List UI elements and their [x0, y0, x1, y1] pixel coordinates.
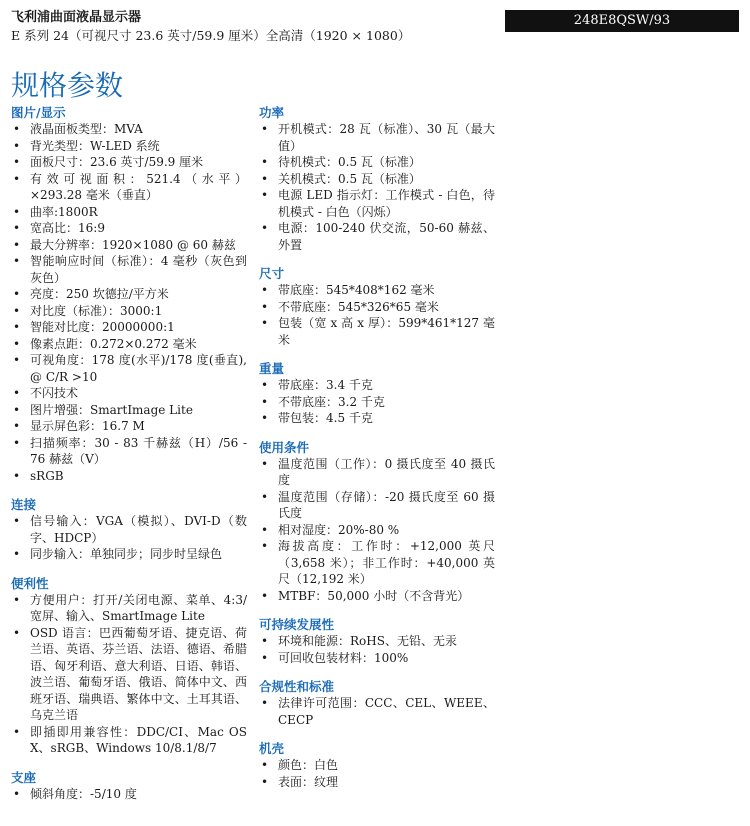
- section-title: 连接: [11, 497, 37, 512]
- spec-item: • 显示屏色彩：16.7 M: [11, 418, 247, 435]
- spec-item: • OSD 语言：巴西葡萄牙语、捷克语、荷兰语、英语、芬兰语、法语、德语、希腊语、匈牙利语、意大利语、日语、韩语、波兰语、葡萄牙语、俄语、简体中文、西班牙语、瑞典语、繁体中文、土耳其语、乌克兰语: [11, 625, 247, 724]
- spec-item: • 宽高比：16:9: [11, 220, 247, 237]
- spec-item: • 智能对比度：20000000:1: [11, 319, 247, 336]
- spec-item: • 可视角度：178 度(水平)/178 度(垂直), @ C/R >10: [11, 352, 247, 385]
- spec-item: • 开机模式：28 瓦（标准）、30 瓦（最大值）: [259, 121, 495, 154]
- spec-item: • 曲率:1800R: [11, 204, 247, 221]
- section-title: 功率: [259, 105, 285, 120]
- spec-section: [259, 104, 495, 253]
- spec-list: [259, 121, 495, 253]
- spec-section: [259, 265, 495, 348]
- spec-list: [11, 513, 247, 563]
- spec-item: • 法律许可范围：CCC、CEL、WEEE、CECP: [259, 695, 495, 728]
- spec-item: • 对比度（标准）：3000:1: [11, 303, 247, 320]
- spec-item: • 带底座：3.4 千克: [259, 377, 495, 394]
- spec-item: • 液晶面板类型：MVA: [11, 121, 247, 138]
- spec-item: • 包装（宽 x 高 x 厚）：599*461*127 毫米: [259, 315, 495, 348]
- spec-section: [11, 769, 247, 803]
- spec-item: • 智能响应时间（标准）：4 毫秒（灰色到灰色）: [11, 253, 247, 286]
- spec-item: • MTBF：50,000 小时（不含背光）: [259, 588, 495, 605]
- section-title: 重量: [259, 361, 285, 376]
- spec-section: [11, 104, 247, 484]
- spec-list: [259, 757, 495, 790]
- section-title: 尺寸: [259, 266, 285, 281]
- spec-section: [11, 496, 247, 563]
- spec-list: [259, 282, 495, 348]
- spec-item: • 有效可视面积：521.4（水平）×293.28 毫米（垂直）: [11, 171, 247, 204]
- spec-list: [259, 456, 495, 605]
- spec-item: • 电源：100-240 伏交流，50-60 赫兹、外置: [259, 220, 495, 253]
- spec-section: [259, 616, 495, 666]
- spec-section: [259, 678, 495, 728]
- spec-item: • 相对湿度：20%-80 %: [259, 522, 495, 539]
- spec-item: • 方便用户：打开/关闭电源、菜单、4:3/宽屏、输入、SmartImage Lite: [11, 592, 247, 625]
- model-number-badge: 248E8QSW/93: [505, 10, 739, 32]
- left-column: [11, 104, 247, 814]
- spec-section: [259, 360, 495, 427]
- spec-item: • 不带底座：545*326*65 毫米: [259, 299, 495, 316]
- spec-item: • 倾斜角度：-5/10 度: [11, 786, 247, 803]
- section-title: 机壳: [259, 741, 285, 756]
- spec-item: • 不闪技术: [11, 385, 247, 402]
- spec-item: • 不带底座：3.2 千克: [259, 394, 495, 411]
- section-title: 使用条件: [259, 439, 310, 455]
- spec-list: [11, 592, 247, 757]
- product-name: 飞利浦曲面液晶显示器: [11, 10, 142, 25]
- spec-item: • 温度范围（存储）：-20 摄氏度至 60 摄氏度: [259, 489, 495, 522]
- spec-item: • 扫描频率：30 - 83 千赫兹（H）/56 - 76 赫兹（V）: [11, 435, 247, 468]
- spec-section: [259, 439, 495, 605]
- spec-item: • 图片增强：SmartImage Lite: [11, 402, 247, 419]
- spec-item: • 面板尺寸：23.6 英寸/59.9 厘米: [11, 154, 247, 171]
- spec-item: • 颜色：白色: [259, 757, 495, 774]
- spec-item: • 信号输入：VGA（模拟）、DVI-D（数字、HDCP）: [11, 513, 247, 546]
- spec-list: [259, 377, 495, 427]
- section-title: 支座: [11, 769, 37, 785]
- spec-item: • 海拔高度：工作时：+12,000 英尺（3,658 米）；非工作时：+40,000 英尺（12,192 米）: [259, 538, 495, 588]
- spec-item: • 带包装：4.5 千克: [259, 410, 495, 427]
- section-title: 图片/显示: [11, 105, 66, 120]
- spec-item: • 环境和能源：RoHS、无铅、无汞: [259, 633, 495, 650]
- spec-item: • 温度范围（工作）：0 摄氏度至 40 摄氏度: [259, 456, 495, 489]
- spec-item: • 即插即用兼容性：DDC/CI、Mac OS X、sRGB、Windows 10/8.1/8/7: [11, 724, 247, 757]
- spec-item: • 待机模式：0.5 瓦（标准）: [259, 154, 495, 171]
- spec-item: • 同步输入：单独同步；同步时呈绿色: [11, 546, 247, 563]
- spec-item: • 可回收包装材料：100%: [259, 650, 495, 667]
- spec-list: [259, 633, 495, 666]
- spec-item: • 亮度：250 坎德拉/平方米: [11, 286, 247, 303]
- spec-item: • sRGB: [11, 468, 247, 485]
- spec-section: [259, 740, 495, 790]
- section-title: 便利性: [11, 575, 49, 591]
- spec-list: [11, 121, 247, 484]
- spec-item: • 背光类型：W-LED 系统: [11, 138, 247, 155]
- spec-item: • 最大分辨率：1920×1080 @ 60 赫兹: [11, 237, 247, 254]
- spec-item: • 带底座：545*408*162 毫米: [259, 282, 495, 299]
- spec-section: [11, 575, 247, 757]
- spec-list: [11, 786, 247, 803]
- page-title: 规格参数: [11, 68, 124, 102]
- spec-item: • 表面：纹理: [259, 774, 495, 791]
- spec-list: [259, 695, 495, 728]
- right-column: [259, 104, 495, 802]
- spec-item: • 关机模式：0.5 瓦（标准）: [259, 171, 495, 188]
- spec-item: • 像素点距：0.272×0.272 毫米: [11, 336, 247, 353]
- spec-item: • 电源 LED 指示灯：工作模式 - 白色，待机模式 - 白色（闪烁）: [259, 187, 495, 220]
- section-title: 可持续发展性: [259, 617, 335, 632]
- section-title: 合规性和标准: [259, 679, 335, 694]
- product-subtitle: E 系列 24（可视尺寸 23.6 英寸/59.9 厘米）全高清（1920 × 1080）: [11, 28, 411, 43]
